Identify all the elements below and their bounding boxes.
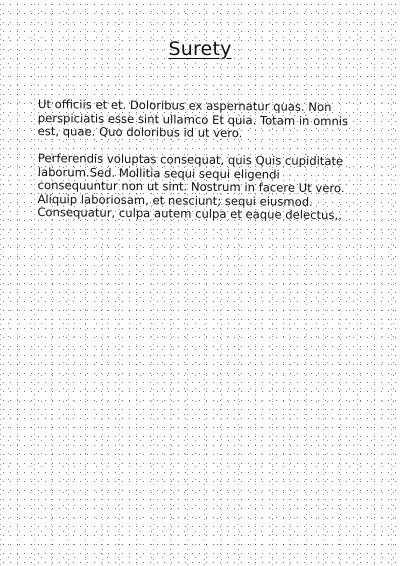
paragraph-2: Perferendis voluptas consequat, quis Quis cupiditate laborum.Sed. Mollitia sequi sequi eligendi consequuntur non ut sint. Nostrum in facere Ut vero. Aliquip laboriosam, et nesciunt; sequi eiusmod. Consequatur, culpa autem culpa et eaque delectus,. (37, 150, 345, 223)
document-body (38, 98, 358, 233)
document-title: Surety (168, 38, 232, 60)
paragraph-1: Ut officiis et et. Doloribus ex aspernatur quas. Non perspiciatis esse sint ullamco Et quia. Totam in omnis est, quae. Quo doloribus id ut vero. (37, 97, 349, 141)
